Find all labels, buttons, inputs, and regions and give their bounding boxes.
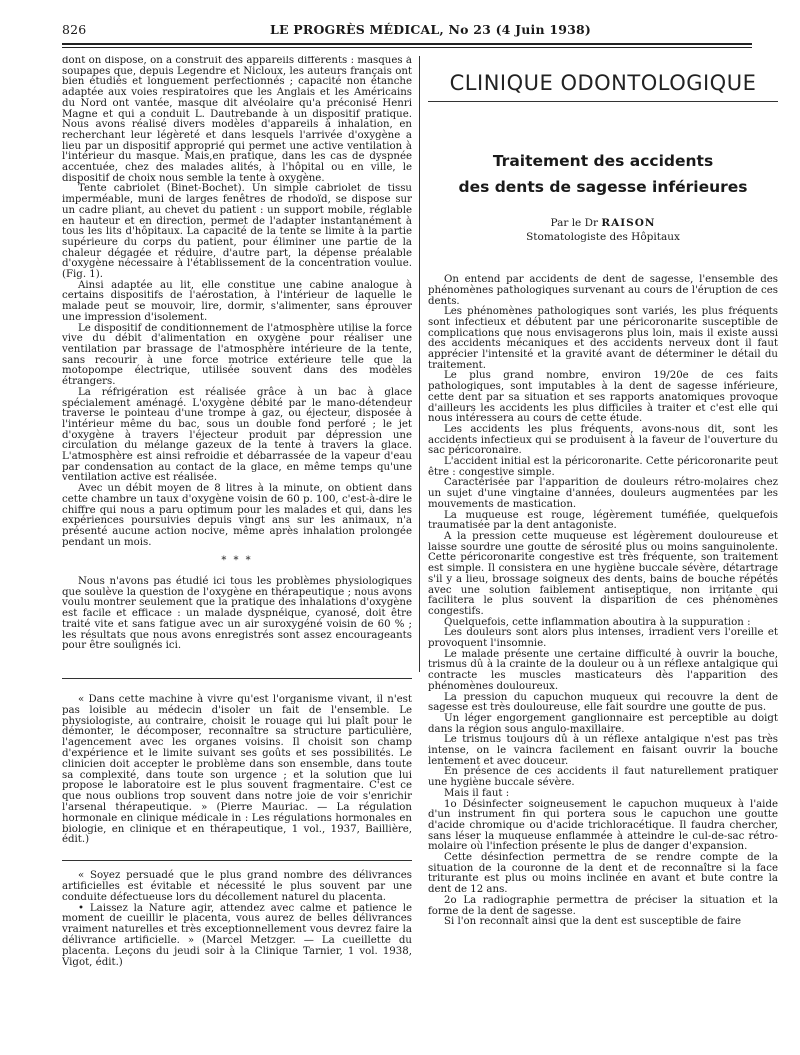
- article-title-line2: des dents de sagesse inférieures: [458, 177, 748, 196]
- left-column: [62, 56, 412, 1051]
- paragraph: Le dispositif de conditionnement de l'atmosphère utilise la force vive du débit d'alimentation en oxygène pour réaliser une ventilation par brassage de l'atmosphère intérieure de la tente, sans recourir à une force motrice extérieure telle que la motopompe électrique, utilisée souvent dans des modèles étrangers.: [62, 322, 412, 388]
- paragraph: L'accident initial est la péricoronarite. Cette péricoronarite peut être : congestive simple.: [428, 456, 778, 478]
- paragraph: Le plus grand nombre, environ 19/20e de ces faits pathologiques, sont imputables à la dent de sagesse inférieure, cette dent par sa situation et ses rapports anatomiques provoque d'ailleurs les accidents les plus difficiles à traiter et c'est elle qui nous intéressera au cours de cette étude.: [428, 370, 778, 425]
- paragraph: A la pression cette muqueuse est légèrement douloureuse et laisse sourdre une goutte de sérosité plus ou moins sanguinolente. Cette péricoronarite congestive est très fréquente, son traitement est simple. Il consistera en une hygiène buccale sévère, détartrage s'il y a lieu, brossage soigneux des dents, bains de bouche répétés avec une solution faiblement antiseptique, non irritante qui facilitera le plus souvent la disparition de ces phénomènes congestifs.: [428, 530, 778, 617]
- paragraph: On entend par accidents de dent de sagesse, l'ensemble des phénomènes pathologiques survenant au cours de l'éruption de ces dents.: [428, 274, 778, 307]
- paragraph: Avec un débit moyen de 8 litres à la minute, on obtient dans cette chambre un taux d'oxygène voisin de 60 p. 100, c'est-à-dire le chiffre qui nous a paru optimum pour les malades et qui, dans les expériences poursuivies depuis vingt ans sur les animaux, n'a présenté aucune action nocive, même après inhalation prolongée pendant un mois.: [62, 483, 412, 548]
- paragraph: Cette désinfection permettra de se rendre compte de la situation de la couronne de la dent et de reconnaître si la face triturante est plus ou moins inclinée en avant et bute contre la dent de 12 ans.: [428, 852, 778, 896]
- paragraph: Quelquefois, cette inflammation aboutira à la suppuration :: [444, 616, 751, 628]
- quote-separator: [62, 678, 412, 679]
- right-column: [428, 56, 778, 1051]
- paragraph: 1o Désinfecter soigneusement le capuchon muqueux à l'aide d'un instrument fin qui portera sous le capuchon une goutte d'acide chromique ou d'acide trichloracétique. Il faudra chercher, sans léser la muqueuse enflammée à atteindre le cul-de-sac rétro-molaire où l'infection présente le plus de danger d'expansion.: [428, 798, 778, 853]
- article-title-line1: Traitement des accidents: [492, 151, 714, 170]
- paragraph: Caractérisée par l'apparition de douleurs rétro-molaires chez un sujet d'une vingtaine d'années, douleurs augmentées par les mouvements de mastication.: [428, 477, 778, 510]
- paragraph: Ainsi adaptée au lit, elle constitue une cabine analogue à certains dispositifs de l'aérostation, à l'intérieur de laquelle le malade peut se mouvoir, lire, dormir, s'alimenter, sans éprouver une impression d'isolement.: [62, 279, 412, 323]
- quote-mauriac: « Dans cette machine à vivre qu'est l'organisme vivant, il n'est pas loisible au médecin d'isoler un fait de l'ensemble. Le physiologiste, au contraire, choisit le rouage qui lui plaît pour le démonter, le décomposer, reconnaître sa structure particulière, l'agencement avec les organes voisins. Il choisit son champ d'expérience et le limite suivant ses goûts et ses possibilités. Le clinicien doit accepter le problème dans son ensemble, dans toute sa complexité, dans toute son urgence ; et la solution que lui propose le laboratoire est le plus souvent fragmentaire. C'est ce que nous oublions trop souvent dans notre joie de voir s'enrichir l'arsenal thérapeutique. » (Pierre Mauriac. — La régulation hormonale en clinique médicale in : Les régulations hormonales en biologie, en clinique et en thérapeutique, 1 vol., 1937, Baillière, édit.): [62, 693, 412, 846]
- paragraph: La muqueuse est rouge, légèrement tuméfiée, quelquefois traumatisée par la dent antagoniste.: [428, 509, 778, 532]
- paragraph: Les phénomènes pathologiques sont variés, les plus fréquents sont infectieux et débutent par une péricoronarite susceptible de complications que nous envisagerons plus loin, mais il existe aussi des accidents mécaniques et des accidents nerveux dont il faut apprécier l'intensité et la gravité avant de déterminer le détail du traitement.: [428, 306, 778, 371]
- quote-metzger-part2: • Laissez la Nature agir, attendez avec calme et patience le moment de cueillir le placenta, vous aurez de belles délivrances vraiment naturelles et très exceptionnellement vous devrez faire la délivrance artificielle. » (Marcel Metzger. — La cueillette du placenta. Leçons du jeudi soir à la Clinique Tarnier, 1 vol. 1938, Vigot, édit.): [62, 902, 412, 968]
- paragraph: dont on dispose, on a construit des appareils différents : masques à soupapes que, depuis Legendre et Nicloux, les auteurs français ont bien étudiés et longuement perfectionnés ; capacité non étanche adaptée aux voies respiratoires que les Anglais et les Américains du Nord ont vantée, masque dit alvéolaire qu'a préconisé Henri Magne et qui a conduit L. Dautrebande à un dispositif pratique. Nous avons réalisé divers modèles d'appareils à inhalation, en recherchant leur légèreté et dans lesquels l'arrivée d'oxygène a lieu par un dispositif approprié qui permet une active ventilation à l'intérieur du masque. Mais,en pratique, dans les cas de dyspnée accentuée, chez des malades alités, à l'hôpital ou en ville, le dispositif de choix nous semble la tente à oxygène.: [62, 56, 412, 184]
- paragraph: En présence de ces accidents il faut naturellement pratiquer une hygiène buccale sévère.: [428, 766, 778, 789]
- author-affiliation: Stomatologiste des Hôpitaux: [526, 231, 680, 244]
- running-title: LE PROGRÈS MÉDICAL, No 23 (4 Juin 1938): [270, 22, 592, 37]
- paragraph: Tente cabriolet (Binet-Bochet). Un simple cabriolet de tissu imperméable, muni de larges fenêtres de rhodoïd, se dispose sur un cadre pliant, au chevet du patient : un support mobile, réglable en hauteur et en direction, permet de l'adapter instantanément à tous les lits d'hôpitaux. La capacité de la tente se limite à la partie supérieure du corps du patient, pour éliminer une partie de la chaleur dégagée et réduire, d'autre part, la dépense préalable d'oxygène nécessaire à l'établissement de la concentration voulue. (Fig. 1).: [62, 183, 412, 281]
- column-divider: [419, 56, 420, 672]
- author-name: RAISON: [601, 216, 656, 229]
- running-header: [62, 22, 752, 42]
- byline-prefix: Par le Dr: [550, 216, 599, 229]
- paragraph: Un léger engorgement ganglionnaire est perceptible au doigt dans la région sous angulo-maxillaire.: [428, 712, 778, 735]
- paragraph: Les accidents les plus fréquents, avons-nous dit, sont les accidents infectieux qui se produisent à la faveur de l'ouverture du sac péricoronaire.: [428, 423, 778, 457]
- paragraph: 2o La radiographie permettra de préciser la situation et la forme de la dent de sagesse.: [428, 894, 778, 917]
- paragraph: Les douleurs sont alors plus intenses, irradient vers l'oreille et provoquent l'insomnie.: [428, 627, 778, 650]
- section-title: CLINIQUE ODONTOLOGIQUE: [449, 71, 757, 95]
- article-title: [428, 148, 778, 200]
- paragraph: Le malade présente une certaine difficulté à ouvrir la bouche, trismus dû à la crainte de la douleur ou à un réflexe antalgique qui contracte les muscles masticateurs dès l'apparition des phénomènes douloureux.: [428, 648, 778, 692]
- header-rule-thin: [62, 47, 752, 48]
- paragraph: Mais il faut :: [444, 787, 510, 799]
- paragraph: Le trismus toujours dû à un réflexe antalgique n'est pas très intense, on le vaincra facilement en faisant ouvrir la bouche lentement et avec douceur.: [428, 734, 778, 767]
- paragraph: La réfrigération est réalisée grâce à un bac à glace spécialement aménagé. L'oxygène débité par le mano-détendeur traverse le pointeau d'une trompe à gaz, ou éjecteur, disposée à l'intérieur même du bac, sous un double fond perforé ; le jet d'oxygène à travers l'éjecteur produit par dépression une circulation du mélange gazeux de la tente à travers la glace. L'atmosphère est ainsi refroidie et débarrassée de la vapeur d'eau par condensation au contact de la glace, en même temps qu'une ventilation active est réalisée.: [62, 386, 412, 484]
- header-rule-thick: [62, 43, 752, 45]
- quote-metzger-part1: « Soyez persuadé que le plus grand nombre des délivrances artificielles est évitable et nécessité le plus souvent par une conduite défectueuse lors du décollement naturel du placenta.: [62, 870, 412, 903]
- article-body: [428, 275, 778, 928]
- page-number: 826: [62, 22, 87, 37]
- conclusion-paragraph: Nous n'avons pas étudié ici tous les problèmes physiologiques que soulève la question de l'oxygène en thérapeutique ; nous avons voulu montrer seulement que la pratique des inhalations d'oxygène est facile et efficace : un malade dyspnéique, cyanosé, doit être traité vite et sans fatigue avec un air suroxygéné voisin de 60 % ; les résultats que nous avons enregistrés sont assez encourageants pour être soulignés ici.: [62, 576, 412, 652]
- paragraph: La pression du capuchon muqueux qui recouvre la dent de sagesse est très douloureuse, elle fait sourdre une goutte de pus.: [428, 691, 778, 714]
- section-rule: [428, 101, 778, 102]
- paragraph: Si l'on reconnaît ainsi que la dent est susceptible de faire: [444, 916, 742, 928]
- byline: [428, 218, 778, 229]
- quote-separator: [62, 860, 412, 861]
- asterism: * * *: [221, 555, 253, 567]
